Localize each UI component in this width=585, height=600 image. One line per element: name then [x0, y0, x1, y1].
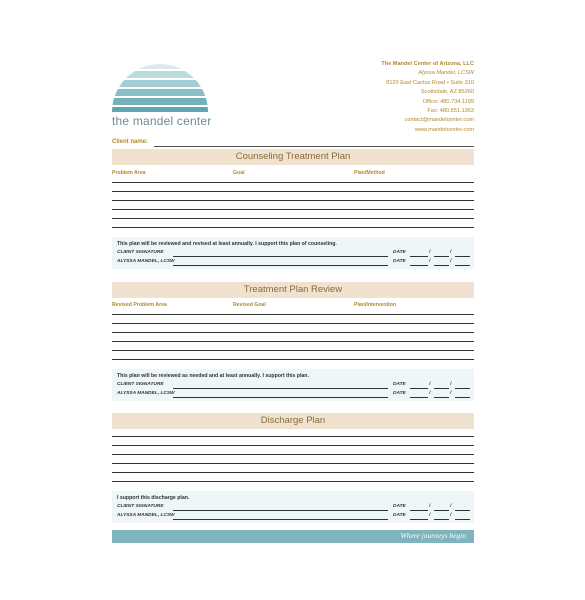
column-header: Plan/Intervention [354, 302, 397, 308]
logo-text: the mandel center [112, 114, 212, 128]
city-address: Scottsdale, AZ 85260 [420, 89, 474, 96]
therapist-name: Alyssa Mandel, LCSW [418, 70, 474, 77]
client-signature-row[interactable]: CLIENT SIGNATURE DATE / / [117, 504, 470, 512]
website[interactable]: www.mandelcenter.com [414, 126, 474, 133]
section-lines-review[interactable] [112, 308, 474, 364]
client-name-field[interactable] [154, 146, 474, 147]
therapist-signature-row[interactable]: ALYSSA MANDEL, LCSW DATE / / [117, 259, 470, 267]
client-signature-row[interactable]: CLIENT SIGNATURE DATE / / [117, 250, 470, 258]
column-header: Revised Problem Area [112, 302, 167, 308]
section-banner-review: Treatment Plan Review [112, 282, 474, 298]
section-lines-counseling[interactable] [112, 176, 474, 232]
client-name-row [112, 139, 474, 149]
column-header: Revised Goal [233, 302, 266, 308]
therapist-signature-row[interactable]: ALYSSA MANDEL, LCSW DATE / / [117, 391, 470, 399]
address-block [381, 60, 474, 135]
footer-tagline: Where journeys begin [400, 531, 466, 540]
footer-bar [112, 530, 474, 543]
office-phone: Office: 480.734.1199 [422, 98, 474, 105]
logo-mask [112, 62, 208, 112]
email-address[interactable]: contact@mandelcenter.com [404, 117, 474, 124]
client-signature-row[interactable]: CLIENT SIGNATURE DATE / / [117, 382, 470, 390]
org-name: The Mandel Center of Arizona, LLC [381, 61, 474, 67]
section-lines-discharge[interactable] [112, 430, 474, 486]
client-name-label: Client name: [112, 139, 149, 145]
support-statement: I support this discharge plan. [117, 495, 190, 501]
support-statement: This plan will be reviewed as needed and at least annually. I support this plan. [117, 373, 309, 379]
signature-box-counseling [112, 237, 474, 269]
fax-number: Fax: 480.551.1363 [427, 108, 474, 115]
therapist-signature-row[interactable]: ALYSSA MANDEL, LCSW DATE / / [117, 513, 470, 521]
section-banner-counseling: Counseling Treatment Plan [112, 149, 474, 165]
signature-box-discharge [112, 491, 474, 523]
street-address: 8120 East Cactus Road • Suite 310 [386, 79, 474, 86]
column-header: Plan/Method [354, 170, 385, 176]
support-statement: This plan will be reviewed and revised at least annually. I support this plan of counseling. [117, 241, 337, 247]
column-header: Problem Area [112, 170, 146, 176]
signature-box-review [112, 369, 474, 401]
column-header: Goal [233, 170, 245, 176]
section-banner-discharge: Discharge Plan [112, 413, 474, 429]
